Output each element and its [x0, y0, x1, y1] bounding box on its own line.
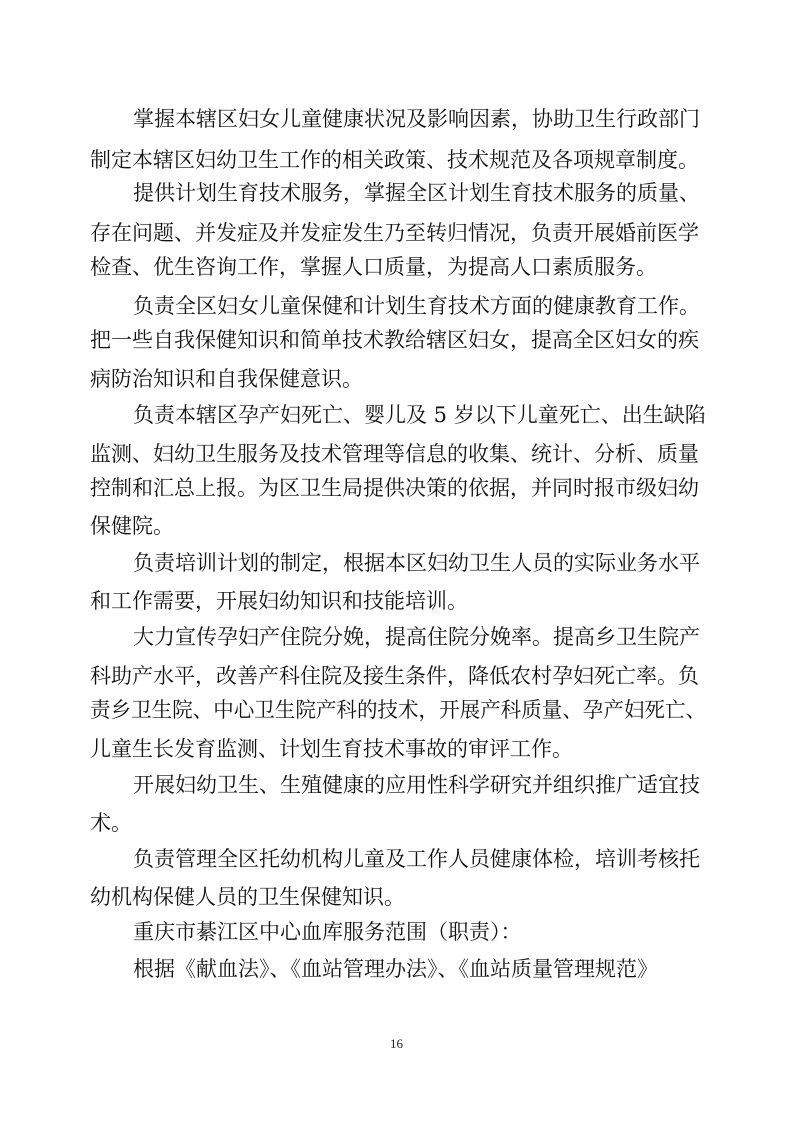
- text-line: [0, 879, 793, 915]
- text-line: [0, 914, 793, 950]
- text-line-content: 和工作需要，开展妇幼知识和技能培训。: [90, 589, 468, 613]
- text-line: [0, 288, 793, 324]
- text-line-content: 制定本辖区妇幼卫生工作的相关政策、技术规范及各项规章制度。: [90, 148, 699, 172]
- text-line-content: 负责管理全区托幼机构儿童及工作人员健康体检，培训考核托: [133, 847, 700, 871]
- text-line-content: 提供计划生育技术服务，掌握全区计划生育技术服务的质量、: [133, 181, 700, 205]
- text-line-content: 负责全区妇女儿童保健和计划生育技术方面的健康教育工作。: [133, 294, 700, 318]
- text-line: [0, 545, 793, 581]
- text-line: [0, 508, 793, 544]
- text-line-content: 负责本辖区孕产妇死亡、婴儿及 5 岁以下儿童死亡、出生缺陷: [133, 403, 706, 427]
- text-line: [0, 142, 793, 178]
- text-line: [0, 583, 793, 619]
- text-line: [0, 841, 793, 877]
- text-line: [0, 731, 793, 767]
- text-line-content: 幼机构保健人员的卫生保健知识。: [90, 885, 405, 909]
- text-line: [0, 175, 793, 211]
- text-line-content: 掌握本辖区妇女儿童健康状况及影响因素，协助卫生行政部门: [133, 107, 700, 131]
- text-line: [0, 951, 793, 987]
- text-line: [0, 215, 793, 251]
- text-line-content: 儿童生长发育监测、计划生育技术事故的审评工作。: [90, 737, 573, 761]
- text-line-content: 责乡卫生院、中心卫生院产科的技术，开展产科质量、孕产妇死亡、: [90, 698, 707, 722]
- text-line-content: 监测、妇幼卫生服务及技术管理等信息的收集、统计、分析、质量: [90, 442, 699, 466]
- text-line-content: 术。: [90, 811, 132, 835]
- text-line-content: 开展妇幼卫生、生殖健康的应用性科学研究并组织推广适宜技: [133, 773, 700, 797]
- text-line: [0, 470, 793, 506]
- text-line-content: 保健院。: [90, 514, 174, 538]
- text-line-content: 存在问题、并发症及并发症发生乃至转归情况，负责开展婚前医学: [90, 221, 699, 245]
- text-line: [0, 805, 793, 841]
- text-line: [0, 249, 793, 285]
- text-line-content: 根据《献血法》、《血站管理办法》、《血站质量管理规范》: [133, 957, 658, 981]
- text-line-content: 把一些自我保健知识和简单技术教给辖区妇女，提高全区妇女的疾: [90, 328, 699, 352]
- text-line: [0, 322, 793, 358]
- text-line: [0, 101, 793, 137]
- text-line: [0, 436, 793, 472]
- text-line: [0, 361, 793, 397]
- text-line: [0, 692, 793, 728]
- text-line: [0, 619, 793, 655]
- text-line-content: 大力宣传孕妇产住院分娩，提高住院分娩率。提高乡卫生院产: [133, 625, 700, 649]
- text-line: [0, 397, 793, 433]
- text-line-content: 负责培训计划的制定，根据本区妇幼卫生人员的实际业务水平: [133, 551, 700, 575]
- text-line-content: 检查、优生咨询工作，掌握人口质量，为提高人口素质服务。: [90, 255, 657, 279]
- text-line: [0, 767, 793, 803]
- text-line-content: 重庆市綦江区中心血库服务范围（职责）：: [133, 920, 522, 944]
- text-line-content: 科助产水平，改善产科住院及接生条件，降低农村孕妇死亡率。负: [90, 664, 699, 688]
- text-line-content: 病防治知识和自我保健意识。: [90, 367, 363, 391]
- text-line-content: 控制和汇总上报。为区卫生局提供决策的依据，并同时报市级妇幼: [90, 476, 699, 500]
- text-line: [0, 658, 793, 694]
- page-number: 16: [390, 1036, 403, 1051]
